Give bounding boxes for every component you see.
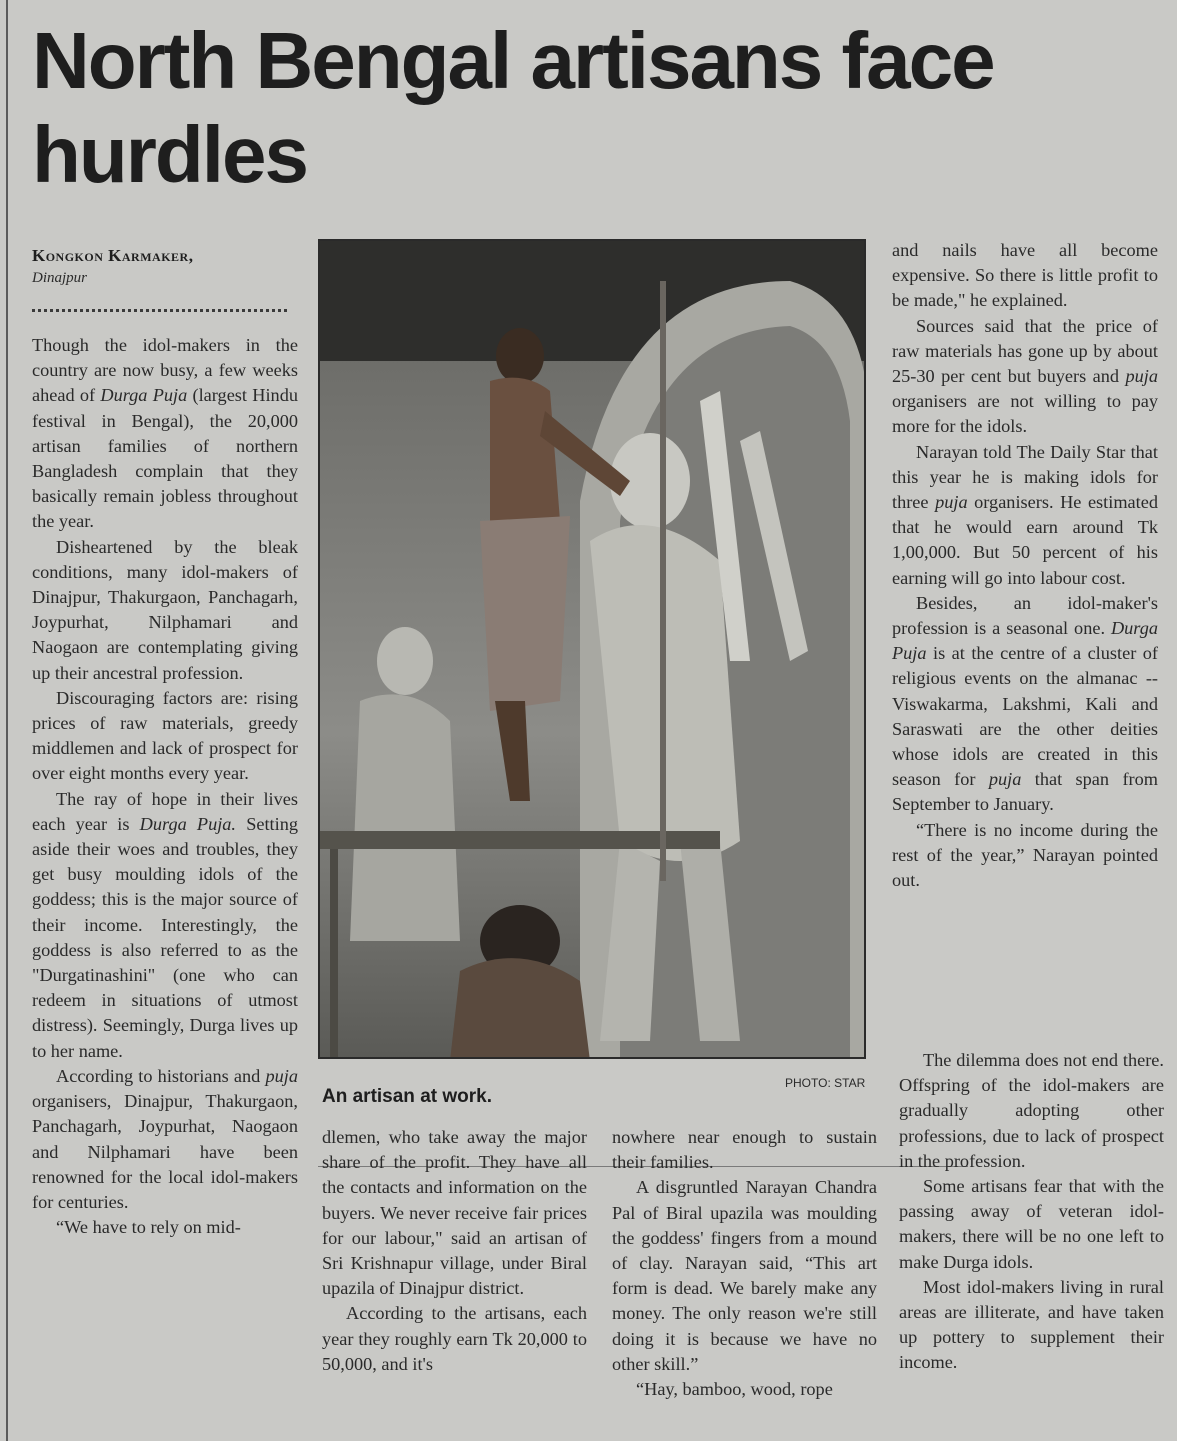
paragraph: Discouraging factors are: rising prices of raw materials, greedy middlemen and lack of prospect for over eight months every year. (32, 687, 298, 784)
text-run: The ray of hope in their lives each year is (32, 788, 298, 834)
byline (32, 246, 297, 287)
paragraph: Some artisans fear that with the passing away of veteran idol-makers, there will be no one left to make Durga idols. (899, 1176, 1164, 1272)
text-run: Sources said that the price of raw materials has gone up by about 25-30 per cent but buyers and (892, 315, 1158, 387)
paragraph: According to the artisans, each year they roughly earn Tk 20,000 to 50,000, and it's (322, 1303, 587, 1374)
text-run: Setting aside their woes and troubles, they get busy moulding idols of the goddess; this is the major source of their income. Interestingly, the goddess is also referred to as the "Durgatinashini" (one who can redeem in situations of utmost distress). Seemingly, Durga lives up to her name. (32, 813, 298, 1061)
text-run: According to historians and (56, 1065, 266, 1086)
artisan-photo-illustration (320, 241, 866, 1059)
paragraph: and nails have all become expensive. So there is little profit to be made," he explained. (892, 240, 1158, 311)
headline: North Bengal artisans face hurdles (32, 16, 994, 199)
emphasis: puja (1125, 366, 1158, 387)
emphasis: puja (988, 769, 1022, 790)
paragraph: Disheartened by the bleak conditions, many idol-makers of Dinajpur, Thakurgaon, Panchagarh, Joypurhat, Nilphamari and Naogaon are contemplating giving up their ancestral profession. (32, 536, 298, 683)
emphasis: Durga Puja (892, 618, 1158, 664)
paragraph: The dilemma does not end there. Offspring of the idol-makers are gradually adopting other professions, due to lack of prospect in the profession. (899, 1050, 1164, 1171)
text-run: is at the centre of a cluster of religious events on the almanac -- Viswakarma, Lakshmi, Kali and Saraswati are the other deities whose idols are created in this season for (892, 643, 1158, 790)
page-margin-rule (6, 0, 8, 1441)
text-run: that span from September to January. (892, 769, 1158, 815)
text-run: Besides, an idol-maker's profession is a seasonal one. (892, 592, 1158, 639)
paragraph: “There is no income during the rest of the year,” Narayan pointed out. (892, 819, 1158, 891)
emphasis: Durga Puja. (139, 813, 237, 834)
author-name: Kongkon Karmaker, (32, 246, 194, 265)
column-4-upper (892, 238, 1158, 893)
dateline-place: Dinajpur (32, 270, 88, 286)
paragraph: nowhere near enough to sustain their families. (612, 1127, 877, 1173)
text-run: (largest Hindu festival in Bengal), the 20,000 artisan families of northern Bangladesh complain that they basically remain jobless throughout the year. (32, 385, 298, 532)
text-run: Though the idol-makers in the country are now busy, a few weeks ahead of (32, 335, 298, 406)
text-run: organisers are not willing to pay more for the idols. (892, 391, 1158, 437)
paragraph (892, 314, 1158, 440)
paragraph: Most idol-makers living in rural areas are illiterate, and have taken up pottery to supplement their income. (899, 1276, 1164, 1373)
text-run: organisers. He estimated that he would earn around Tk 1,00,000. But 50 percent of his earning will go into labour cost. (892, 492, 1158, 588)
paragraph (32, 333, 298, 535)
paragraph: “Hay, bamboo, wood, rope (636, 1379, 833, 1400)
paragraph (32, 1064, 298, 1215)
column-4-lower (899, 1048, 1164, 1376)
article-photo (318, 239, 866, 1059)
text-run: Narayan told The Daily Star that this year he is making idols for three (892, 441, 1158, 513)
paragraph: A disgruntled Narayan Chandra Pal of Biral upazila was moulding the goddess' fingers from a mound of clay. Narayan said, “This art form is dead. We barely make any money. The only reason we're still doing it is because we have no other skill.” (612, 1177, 877, 1374)
paragraph (892, 591, 1158, 818)
emphasis: Durga Puja (100, 385, 188, 406)
paragraph: “We have to rely on mid- (56, 1217, 241, 1238)
column-1 (32, 333, 298, 1240)
photo-caption: An artisan at work. (322, 1086, 492, 1107)
text-run: organisers, Dinajpur, Thakurgaon, Panchagarh, Joypurhat, Naogaon and Nilphamari have been renowned for the local idol-makers for centuries. (32, 1091, 298, 1212)
photo-credit: PHOTO: STAR (785, 1076, 866, 1090)
byline-divider (32, 309, 287, 312)
emphasis: puja (265, 1065, 298, 1086)
emphasis: puja (935, 492, 968, 513)
column-3 (612, 1125, 877, 1402)
paragraph (892, 440, 1158, 591)
column-2 (322, 1125, 587, 1377)
paragraph (32, 787, 298, 1064)
paragraph: dlemen, who take away the major share of the profit. They have all the contacts and information on the buyers. We never receive fair prices for our labour," said an artisan of Sri Krishnapur village, under Biral upazila of Dinajpur district. (322, 1127, 587, 1299)
